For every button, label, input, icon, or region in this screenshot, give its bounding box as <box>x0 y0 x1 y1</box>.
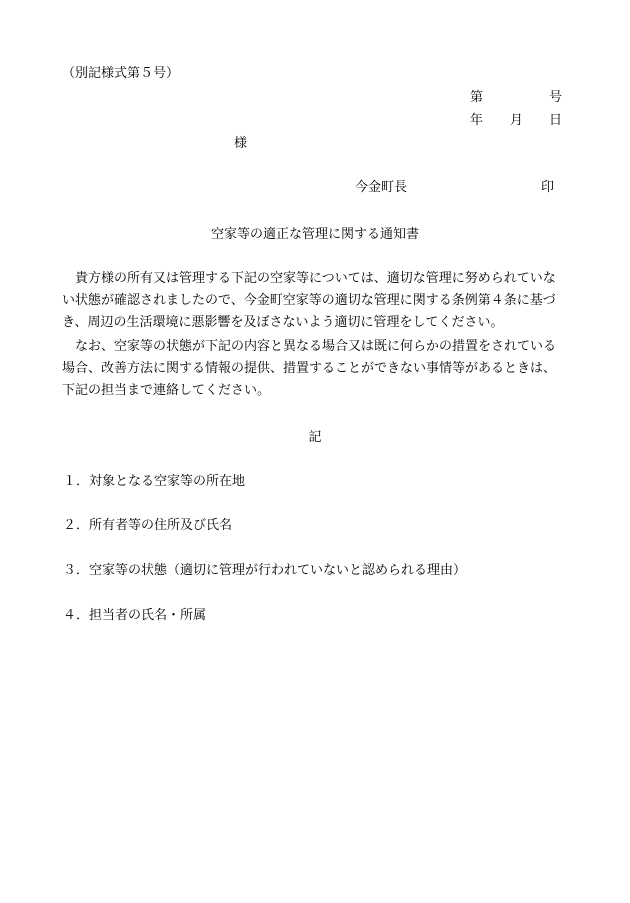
seal-mark: 印 <box>541 180 555 195</box>
list-item: ４．担当者の氏名・所属 <box>63 608 207 623</box>
date-day-label: 日 <box>549 113 563 128</box>
date-year-label: 年 <box>470 113 484 128</box>
sender-name: 今金町長 <box>355 180 408 195</box>
body-line: き、周辺の生活環境に悪影響を及ぼさないよう適切に管理をしてください。 <box>62 315 504 330</box>
list-item: ３．空家等の状態（適切に管理が行われていないと認められる理由） <box>63 563 467 578</box>
body-line: 場合、改善方法に関する情報の提供、措置することができない事情等があるときは、 <box>62 361 557 376</box>
list-item: １．対象となる空家等の所在地 <box>63 474 246 489</box>
body-line: 下記の担当まで連絡してください。 <box>62 383 271 398</box>
body-paragraph-1 <box>62 268 570 334</box>
document-number-suffix: 号 <box>549 90 563 105</box>
body-line: なお、空家等の状態が下記の内容と異なる場合又は既に何らかの措置をされている <box>62 339 557 354</box>
addressee-honorific: 様 <box>234 136 248 151</box>
document-title: 空家等の適正な管理に関する通知書 <box>210 227 419 242</box>
body-line: 貴方様の所有又は管理する下記の空家等については、適切な管理に努められていな <box>62 271 556 286</box>
ki-heading: 記 <box>308 430 322 445</box>
date-month-label: 月 <box>510 113 524 128</box>
document-number-prefix: 第 <box>470 90 484 105</box>
form-label: （別記様式第５号） <box>62 66 180 81</box>
body-paragraph-2 <box>62 336 570 402</box>
body-line: い状態が確認されましたので、今金町空家等の適切な管理に関する条例第４条に基づ <box>62 293 556 308</box>
list-item: ２．所有者等の住所及び氏名 <box>63 518 233 533</box>
